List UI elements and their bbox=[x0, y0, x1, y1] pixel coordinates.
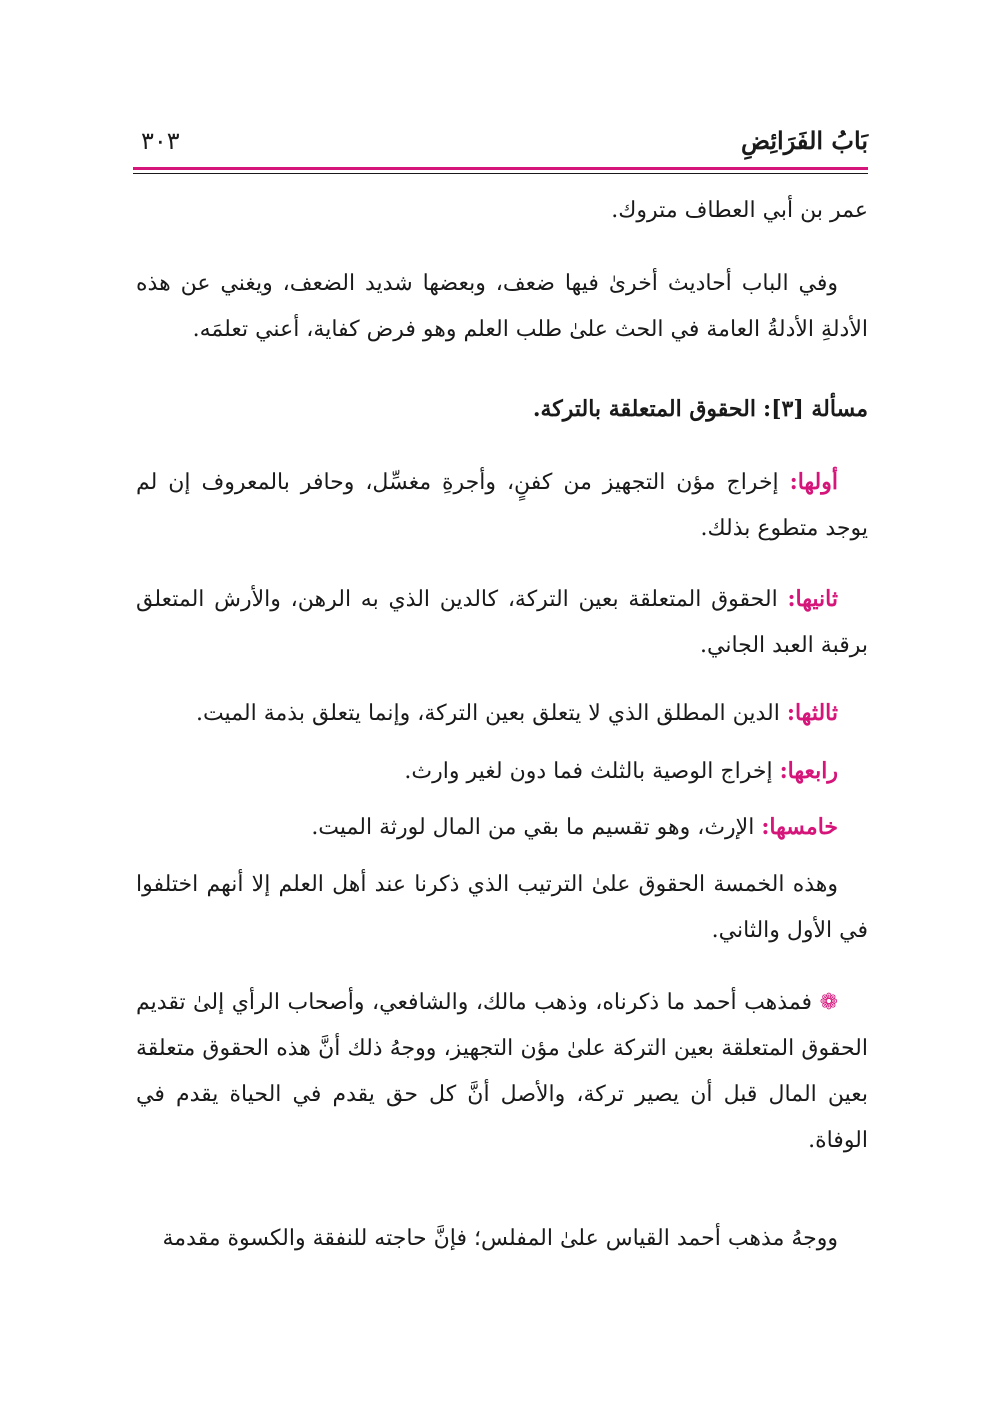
paragraph-text: وفي الباب أحاديث أخرىٰ فيها ضعف، وبعضها شديد الضعف، ويغني عن هذه الأدلةِ الأدلةُ العامة في الحث علىٰ طلب العلم وهو فرض كفاية، أعني تعلمَه. bbox=[136, 271, 868, 342]
item-label: أولها: bbox=[789, 469, 838, 495]
paragraph-order-note bbox=[136, 862, 868, 954]
item-text: الإرث، وهو تقسيم ما بقي من المال لورثة الميت. bbox=[311, 815, 762, 840]
issue-heading bbox=[136, 386, 868, 433]
header-rule-accent bbox=[133, 167, 868, 170]
paragraph-text: عمر بن أبي العطاف متروك. bbox=[611, 198, 868, 223]
paragraph-text: وهذه الخمسة الحقوق علىٰ الترتيب الذي ذكرنا عند أهل العلم إلا أنهم اختلفوا في الأول والثاني. bbox=[136, 872, 868, 943]
paragraph-ahmad-reasoning bbox=[136, 1216, 868, 1262]
list-item-first bbox=[136, 459, 868, 552]
item-label: خامسها: bbox=[761, 814, 838, 840]
list-item-second bbox=[136, 576, 868, 669]
item-label: ثالثها: bbox=[786, 700, 838, 726]
list-item-third bbox=[136, 690, 868, 737]
chapter-title: بَابُ الفَرَائِضِ bbox=[740, 126, 868, 155]
flower-ornament-icon: ❁ bbox=[819, 990, 838, 1015]
item-text: إخراج مؤن التجهيز من كفنٍ، وأجرةِ مغسِّل، وحافر بالمعروف إن لم يوجد متطوع بذلك. bbox=[136, 470, 868, 541]
paragraph-madhhab-views bbox=[136, 980, 868, 1164]
header-rule-thin bbox=[133, 173, 868, 174]
issue-label: مسألة [٣]: bbox=[762, 396, 868, 422]
item-label: رابعها: bbox=[779, 758, 838, 784]
paragraph-text: ووجهُ مذهب أحمد القياس علىٰ المفلس؛ فإنَّ حاجته للنفقة والكسوة مقدمة bbox=[162, 1226, 838, 1251]
paragraph-text: فمذهب أحمد ما ذكرناه، وذهب مالك، والشافعي، وأصحاب الرأي إلىٰ تقديم الحقوق المتعلقة بعين التركة علىٰ مؤن التجهيز، ووجهُ ذلك أنَّ هذه الحقوق متعلقة بعين المال قبل أن يصير تركة، والأصل أنَّ كل حق يقدم في الحياة يقدم في الوفاة. bbox=[136, 990, 868, 1153]
list-item-fifth bbox=[136, 804, 868, 851]
item-label: ثانيها: bbox=[787, 586, 838, 612]
page-header bbox=[133, 118, 868, 164]
paragraph-narrator-note bbox=[136, 188, 868, 234]
issue-title: الحقوق المتعلقة بالتركة. bbox=[532, 396, 756, 422]
paragraph-other-hadiths bbox=[136, 261, 868, 353]
item-text: إخراج الوصية بالثلث فما دون لغير وارث. bbox=[404, 759, 780, 784]
list-item-fourth bbox=[136, 748, 868, 795]
page-number: ٣٠٣ bbox=[141, 127, 180, 155]
item-text: الحقوق المتعلقة بعين التركة، كالدين الذي به الرهن، والأرش المتعلق برقبة العبد الجاني. bbox=[136, 587, 868, 658]
item-text: الدين المطلق الذي لا يتعلق بعين التركة، وإنما يتعلق بذمة الميت. bbox=[195, 701, 787, 726]
